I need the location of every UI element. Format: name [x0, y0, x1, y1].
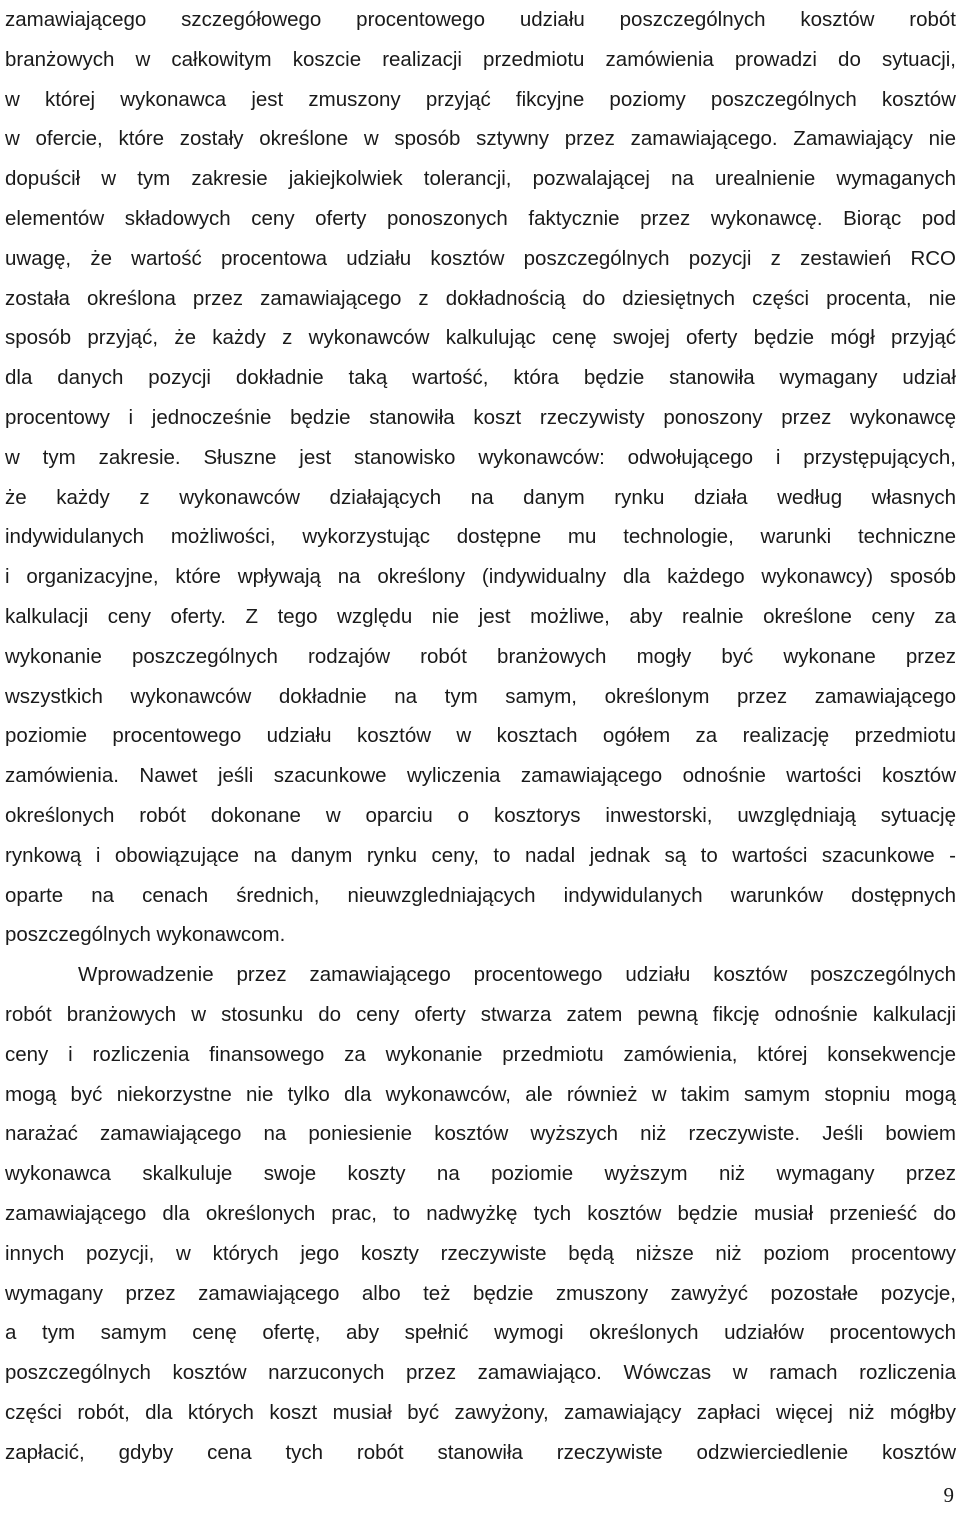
text-line: części robót, dla których koszt musiał być zawyżony, zamawiający zapłaci więcej niż mógłby [5, 1400, 956, 1424]
text-line: w ofercie, które zostały określone w sposób sztywny przez zamawiającego. Zamawiający nie [5, 127, 956, 151]
text-line: wymagany przez zamawiającego albo też będzie zmuszony zawyżyć pozostałe pozycje, [5, 1281, 956, 1305]
body-text [5, 0, 956, 1472]
text-line: robót branżowych w stosunku do ceny oferty stwarza zatem pewną fikcję odnośnie kalkulacji [5, 1002, 956, 1026]
text-line: poszczególnych wykonawcom. [5, 923, 286, 947]
text-line: narażać zamawiającego na poniesienie kosztów wyższych niż rzeczywiste. Jeśli bowiem [5, 1122, 956, 1146]
text-line: dla danych pozycji dokładnie taką wartość, która będzie stanowiła wymagany udział [5, 366, 956, 390]
text-line: wszystkich wykonawców dokładnie na tym samym, określonym przez zamawiającego [5, 684, 956, 708]
text-line: indywidulanych możliwości, wykorzystując dostępne mu technologie, warunki techniczne [5, 525, 956, 549]
text-line: określonych robót dokonane w oparciu o kosztorys inwestorski, uwzględniają sytuację [5, 803, 956, 827]
text-line: sposób przyjąć, że każdy z wykonawców kalkulując cenę swojej oferty będzie mógł przyjąć [5, 326, 956, 350]
text-line: wykonawca skalkuluje swoje koszty na poziomie wyższym niż wymagany przez [5, 1162, 956, 1186]
text-line: a tym samym cenę ofertę, aby spełnić wymogi określonych udziałów procentowych [5, 1321, 956, 1345]
text-line: została określona przez zamawiającego z dokładnością do dziesiętnych części procenta, nie [5, 286, 956, 310]
text-line: zamówienia. Nawet jeśli szacunkowe wyliczenia zamawiającego odnośnie wartości kosztów [5, 764, 956, 788]
text-line: mogą być niekorzystne nie tylko dla wykonawców, ale również w takim samym stopniu mogą [5, 1082, 956, 1106]
text-line: że każdy z wykonawców działających na danym rynku działa według własnych [5, 485, 956, 509]
text-line: oparte na cenach średnich, nieuwzgledniających indywidulanych warunków dostępnych [5, 883, 956, 907]
text-line: uwagę, że wartość procentowa udziału kosztów poszczególnych pozycji z zestawień RCO [5, 246, 956, 270]
text-line: rynkową i obowiązujące na danym rynku ceny, to nadal jednak są to wartości szacunkowe - [5, 843, 956, 867]
text-line: wykonanie poszczególnych rodzajów robót branżowych mogły być wykonane przez [5, 644, 956, 668]
text-line: dopuścił w tym zakresie jakiejkolwiek tolerancji, pozwalającej na urealnienie wymaganych [5, 167, 956, 191]
page-number: 9 [943, 1483, 954, 1507]
text-line: zapłacić, gdyby cena tych robót stanowiła rzeczywiste odzwierciedlenie kosztów [5, 1440, 956, 1464]
text-line: procentowy i jednocześnie będzie stanowiła koszt rzeczywisty ponoszony przez wykonawcę [5, 405, 956, 429]
text-line: poszczególnych kosztów narzuconych przez zamawiająco. Wówczas w ramach rozliczenia [5, 1361, 956, 1385]
text-line: Wprowadzenie przez zamawiającego procentowego udziału kosztów poszczególnych [78, 963, 956, 987]
text-line: zamawiającego dla określonych prac, to nadwyżkę tych kosztów będzie musiał przenieść do [5, 1201, 956, 1225]
text-line: innych pozycji, w których jego koszty rzeczywiste będą niższe niż poziom procentowy [5, 1241, 956, 1265]
text-line: poziomie procentowego udziału kosztów w kosztach ogółem za realizację przedmiotu [5, 724, 956, 748]
text-line: w tym zakresie. Słuszne jest stanowisko wykonawców: odwołującego i przystępujących, [5, 445, 956, 469]
text-line: ceny i rozliczenia finansowego za wykonanie przedmiotu zamówienia, której konsekwencje [5, 1042, 956, 1066]
text-line: zamawiającego szczegółowego procentowego udziału poszczególnych kosztów robót [5, 8, 956, 31]
text-line: branżowych w całkowitym koszcie realizacji przedmiotu zamówienia prowadzi do sytuacji, [5, 47, 956, 71]
text-line: kalkulacji ceny oferty. Z tego względu nie jest możliwe, aby realnie określone ceny za [5, 604, 956, 628]
text-line: elementów składowych ceny oferty ponoszonych faktycznie przez wykonawcę. Biorąc pod [5, 206, 956, 230]
text-line: w której wykonawca jest zmuszony przyjąć fikcyjne poziomy poszczególnych kosztów [5, 87, 956, 111]
text-line: i organizacyjne, które wpływają na określony (indywidualny dla każdego wykonawcy) sposób [5, 565, 956, 589]
